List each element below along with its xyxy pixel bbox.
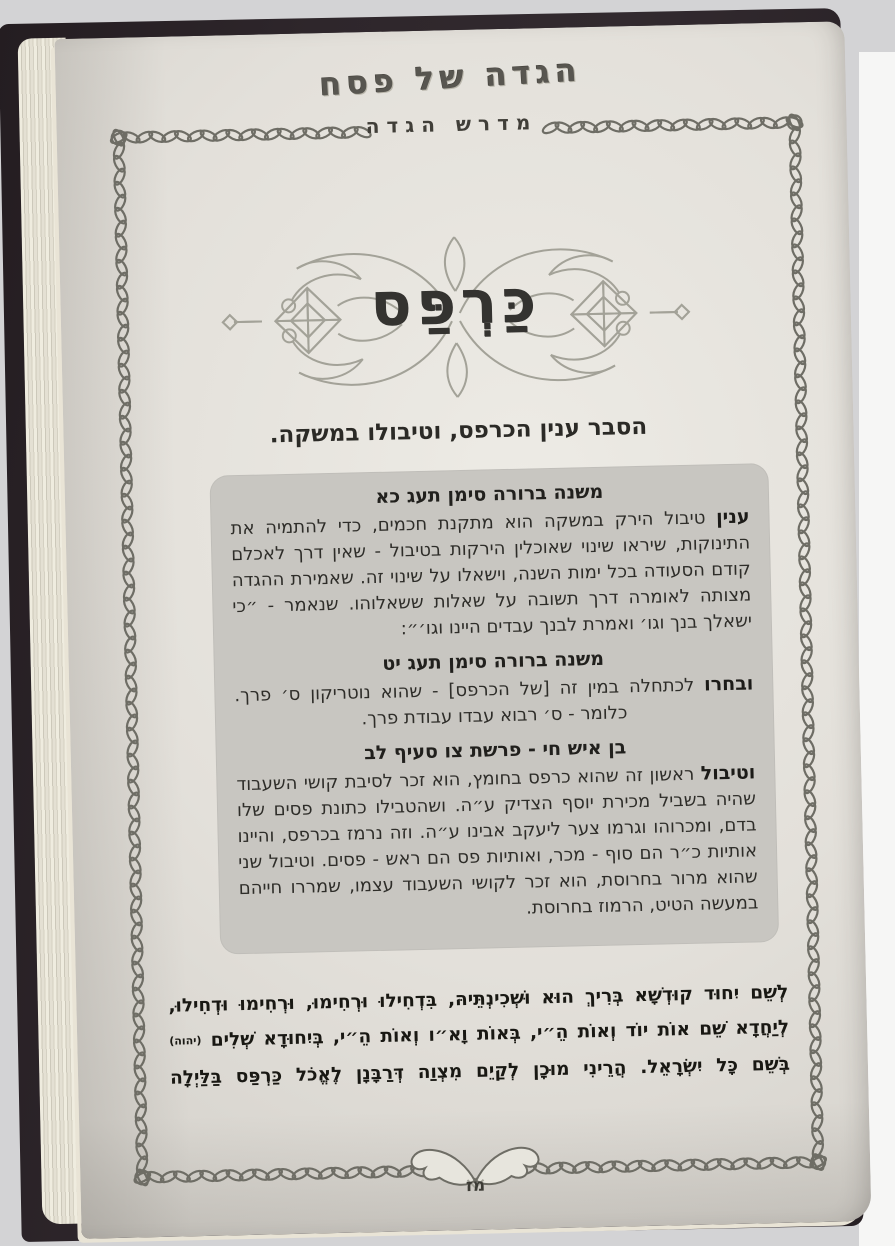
- commentary-box: [209, 463, 779, 955]
- section-1-body: טיבול הירק במשקה הוא מתקנת חכמים, כדי להתמיה את התינוקות, שיראו שינוי שאוכלין הירקות בטיבול - שאין דרך לאכלם קודם הסעודה בכל ימות השנה, וישאלו על שינוי זה. שאמירת ההגדה מצותה לאומרה דרך תשובה על שאלות ששאלוהו. שנאמר - ״כי ישאלך בנך וגו׳ ואמרת לבנך עבדים היינו וגו׳״:: [230, 507, 753, 640]
- karpas-section-title: כַּרְפַּס: [369, 266, 542, 341]
- section-3-body: ראשון זה שהוא כרפס בחומץ, הוא זכר לסיבת קושי השעבוד שהיה בשביל מכירת יוסף הצדיק ע״ה. ושהטבילו כתונת פסים שלו בדם, ומכרוהו וגרמו צער ליעקב אבינו ע״ה. וזה נרמז בכרפס, והיינו אותיות כ״ר הם סוף - מכר, ואותיות פס הם ראש - פסים. וטיבול שני שהוא מרור בחרוסת, הוא זכר לקושי השעבוד עצמו, שמררו חייהם במעשה הטיט, הרמוז בחרוסת.: [236, 763, 759, 919]
- section-3-lead-word: וטיבול: [700, 761, 756, 785]
- section-1-heading: משנה ברורה סימן תעג כא: [375, 480, 604, 508]
- section-3-heading: בן איש חי - פרשת צו סעיף לב: [363, 736, 627, 765]
- section-2-lead-word: ובחרו: [703, 672, 754, 696]
- page-number: מז: [465, 1175, 486, 1197]
- section-2-paragraph: [234, 670, 754, 735]
- section-2-heading: משנה ברורה סימן תעג יט: [382, 647, 605, 675]
- section-3-paragraph: [236, 759, 758, 928]
- section-1-paragraph: [230, 503, 752, 646]
- section-2: [234, 644, 755, 735]
- subtitle-line: הסבר ענין הכרפס, וטיבולו במשקה.: [269, 413, 648, 449]
- leshem-part-2: בְּשֵׁם כָּל יִשְׂרָאֵל. הֲרֵינִי מוּכָן לְקַיֵם מִצְוַה דְּרַבָּנָן לֶאֱכֹל כַּרְפַּס בַּלַּיְלָה: [169, 1053, 791, 1089]
- series-title: מדרש הגדה: [365, 110, 538, 139]
- section-1-lead-word: ענין: [715, 505, 750, 529]
- divine-name-note: (יהוה): [169, 1034, 202, 1048]
- leshem-yichud-paragraph: [168, 975, 790, 1096]
- book-page: [54, 21, 871, 1239]
- leshem-part-1: לְשֵׁם יִחוּד קוּדְשָׁא בְּרִיךְ הוּא וּשְׁכִינְתֵּיהּ, בִּדְחִילוּ וּרְחִימוּ, וּרְחִימוּ וּדְחִילוּ, לְיַחֲדָא שֵׁם אוֹת יוֹד וְאוֹת הֵ״י, בְּאוֹת וָא״ו וְאוֹת הֵ״י, בְּיִחוּדָא שְׁלִים: [168, 981, 790, 1051]
- book-title: הגדה של פסח: [318, 50, 583, 104]
- section-2-body: לכתחלה במין זה [של הכרפס] - שהוא נוטריקון ס׳ פרך. כלומר - ס׳ רבוא עבדו עבודת פרך.: [234, 674, 705, 730]
